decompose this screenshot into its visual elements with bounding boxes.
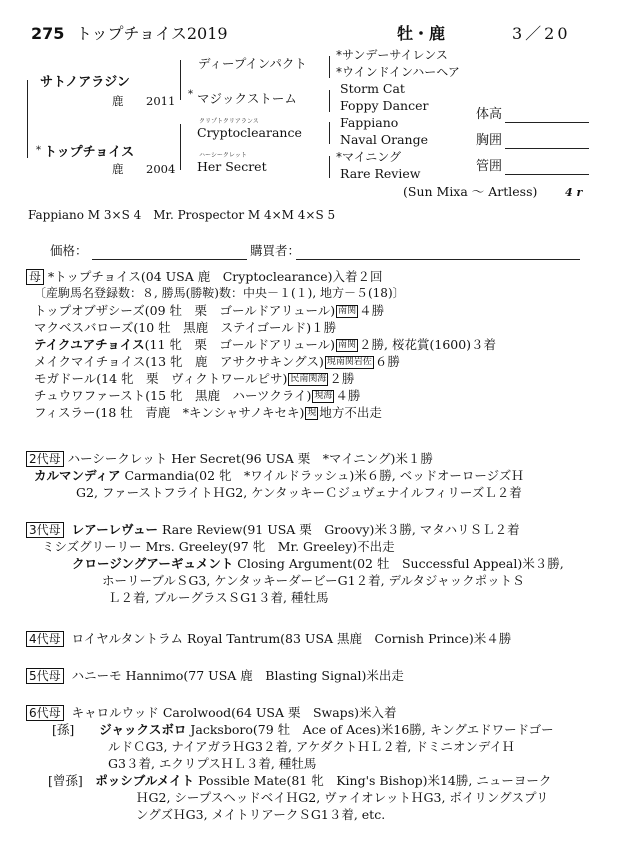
dam-dam: Her Secret bbox=[197, 159, 267, 174]
fourth-line: (Sun Mixa ～ Artless) bbox=[403, 184, 538, 199]
birth-date: 3／20 bbox=[512, 24, 571, 43]
produce-record: ４勝 bbox=[359, 303, 385, 318]
gen2-line: G2, ファーストフライトＨG2, ケンタッキーＣジュヴェナイルフィリーズＬ２着 bbox=[76, 485, 522, 500]
gen4-section bbox=[26, 630, 602, 647]
produce-record: ２勝 bbox=[329, 371, 355, 386]
gen3-2: *ウインドインハーヘア bbox=[336, 65, 460, 79]
gen6-section bbox=[26, 704, 602, 823]
grand-line: ルドＣG3, ナイアガラＨG3２着, アケダクトＨＬ２着, ドミニオンデイＨ bbox=[108, 739, 515, 754]
buyer-field[interactable] bbox=[296, 259, 580, 260]
gen3-line: Ｌ２着, ブルーグラスＳG1３着, 種牡馬 bbox=[108, 590, 329, 605]
import-marker: * bbox=[188, 89, 193, 100]
produce-bold-name: テイクユアチョイス bbox=[34, 337, 145, 352]
produce-line: トップオブザシーズ(09 牡 栗 ゴールドアリュール) bbox=[34, 303, 336, 318]
dam-line: *トップチョイス(04 USA 鹿 Cryptoclearance)入着２回 bbox=[48, 269, 383, 284]
section-label: 母 bbox=[26, 269, 44, 285]
great-label: [曾孫] bbox=[48, 773, 83, 788]
sire-name: サトノアラジン bbox=[40, 75, 130, 90]
four-r: 4 r bbox=[565, 186, 583, 199]
gen3-line: ホーリーブルＳG3, ケンタッキーダービーG1２着, デルタジャックポットＳ bbox=[102, 573, 525, 588]
gen2-bold-name: カルマンディア bbox=[34, 468, 121, 483]
produce-line: メイクマイチョイス(13 牝 鹿 アサクサキングス) bbox=[34, 354, 324, 369]
great-line: ＨG2, シープスヘッドベイＨG2, ヴァイオレットＨG3, ボイリングスプリ bbox=[136, 790, 549, 805]
gen4-line: ロイヤルタントラム Royal Tantrum(83 USA 黒鹿 Cornish Prince)米４勝 bbox=[71, 631, 512, 646]
gen2-line: Carmandia(02 牝 *ワイルドラッシュ)米６勝, ベッドオーロージズＨ bbox=[124, 468, 524, 483]
grand-line: Jacksboro(79 牡 Ace of Aces)米16勝, キングエドワードゴー bbox=[186, 722, 554, 737]
great-line: Possible Mate(81 牝 King's Bishop)米14勝, ニューヨーク bbox=[194, 773, 552, 788]
produce-summary: 〔産駒馬名登録数：８, 勝馬(勝鞍)数：中央－１(１), 地方－５(18)〕 bbox=[34, 286, 405, 300]
horse-name: トップチョイス2019 bbox=[76, 24, 228, 43]
gen3-5: Fappiano bbox=[340, 115, 399, 130]
gen6-line: キャロルウッド Carolwood(64 USA 栗 Swaps)米入着 bbox=[71, 705, 397, 720]
dam-name: トップチョイス bbox=[44, 145, 135, 160]
price-label: 価格： bbox=[50, 243, 88, 258]
region-tag: 南関 bbox=[338, 306, 357, 316]
cannon-field[interactable] bbox=[505, 174, 589, 175]
sire-dam: マジックストーム bbox=[197, 91, 297, 106]
dam-year: 2004 bbox=[146, 162, 176, 176]
gen3-line: Rare Review(91 USA 栗 Groovy)米３勝, マタハリＳＬ２着 bbox=[158, 522, 520, 537]
region-tag: 南関 bbox=[338, 340, 357, 350]
region-tag: 民南関海 bbox=[290, 374, 327, 384]
sex-color: 牡・鹿 bbox=[397, 24, 446, 43]
section-label: 6代母 bbox=[26, 705, 64, 721]
section-label: 4代母 bbox=[26, 631, 64, 647]
gen3-3: Storm Cat bbox=[340, 81, 405, 96]
section-label: 3代母 bbox=[26, 522, 64, 538]
great-bold-name: ポッシブルメイト bbox=[95, 773, 195, 788]
section-label: 5代母 bbox=[26, 668, 64, 684]
gen3-4: Foppy Dancer bbox=[340, 98, 429, 113]
region-tag: 現南関岩佐 bbox=[326, 357, 372, 367]
gen3-bold-name: レアーレヴュー bbox=[71, 522, 159, 537]
sire-color: 鹿 bbox=[112, 94, 124, 108]
gen3-line: ミシズグリーリー Mrs. Greeley(97 牝 Mr. Greeley)不出走 bbox=[42, 539, 395, 554]
sire-year: 2011 bbox=[146, 94, 176, 108]
gen2-line: ハーシークレット Her Secret(96 USA 栗 *マイニング)米１勝 bbox=[67, 451, 433, 466]
produce-record: ２勝, 桜花賞(1600)３着 bbox=[359, 337, 497, 352]
gen3-line: Closing Argument(02 牡 Successful Appeal)米３勝, bbox=[233, 556, 564, 571]
gen5-line: ハニーモ Hannimo(77 USA 鹿 Blasting Signal)米出走 bbox=[71, 668, 404, 683]
produce-line: (11 牝 栗 ゴールドアリュール) bbox=[144, 337, 336, 352]
grand-label: [孫] bbox=[52, 722, 75, 737]
region-tag: 現海 bbox=[314, 391, 333, 401]
region-tag: 現 bbox=[307, 408, 317, 418]
dam-sire: Cryptoclearance bbox=[197, 125, 302, 140]
dam-sire-kana: クリプトクリアランス bbox=[199, 118, 259, 125]
dam-color: 鹿 bbox=[112, 162, 124, 176]
import-marker: * bbox=[36, 145, 41, 156]
great-line: ングズＨG3, メイトリアークＳG1３着, etc. bbox=[136, 807, 386, 822]
gen3-7: *マイニング bbox=[336, 150, 402, 164]
height-field[interactable] bbox=[505, 122, 589, 123]
chest-field[interactable] bbox=[505, 148, 589, 149]
gen3-6: Naval Orange bbox=[340, 132, 429, 147]
buyer-label: 購買者： bbox=[250, 243, 301, 258]
gen3-8: Rare Review bbox=[340, 166, 421, 181]
produce-record: ４勝 bbox=[335, 388, 361, 403]
grand-line: G3３着, エクリプスＨＬ３着, 種牡馬 bbox=[108, 756, 317, 771]
produce-line: フィスラー(18 牡 青鹿 *キンシャサノキセキ) bbox=[34, 405, 305, 420]
produce-line: マクベスバローズ(10 牡 黒鹿 ステイゴールド)１勝 bbox=[34, 320, 337, 335]
dam-section bbox=[26, 268, 602, 421]
height-label: 体高 bbox=[476, 107, 503, 122]
gen3-1: *サンデーサイレンス bbox=[336, 48, 448, 62]
produce-line: チュウワファースト(15 牝 黒鹿 ハーツクライ) bbox=[34, 388, 312, 403]
chest-label: 胸囲 bbox=[476, 133, 503, 148]
produce-line: モガドール(14 牝 栗 ヴィクトワールピサ) bbox=[34, 371, 288, 386]
price-field[interactable] bbox=[92, 259, 247, 260]
gen3-bold-name: クロージングアーギュメント bbox=[72, 556, 234, 571]
produce-record: 地方不出走 bbox=[319, 405, 382, 420]
inbreeding: Fappiano M 3×S 4 Mr. Prospector M 4×M 4×S 5 bbox=[28, 208, 336, 222]
gen5-section bbox=[26, 667, 602, 684]
gen2-section bbox=[26, 450, 602, 501]
gen3-section bbox=[26, 521, 602, 606]
sire-sire: ディープインパクト bbox=[198, 56, 307, 71]
dam-dam-kana: ハーシークレット bbox=[199, 152, 247, 159]
lot-number: 275 bbox=[31, 24, 65, 43]
section-label: 2代母 bbox=[26, 451, 64, 467]
grand-bold-name: ジャックスボロ bbox=[99, 722, 187, 737]
produce-record: ６勝 bbox=[374, 354, 400, 369]
cannon-label: 管囲 bbox=[476, 159, 503, 174]
